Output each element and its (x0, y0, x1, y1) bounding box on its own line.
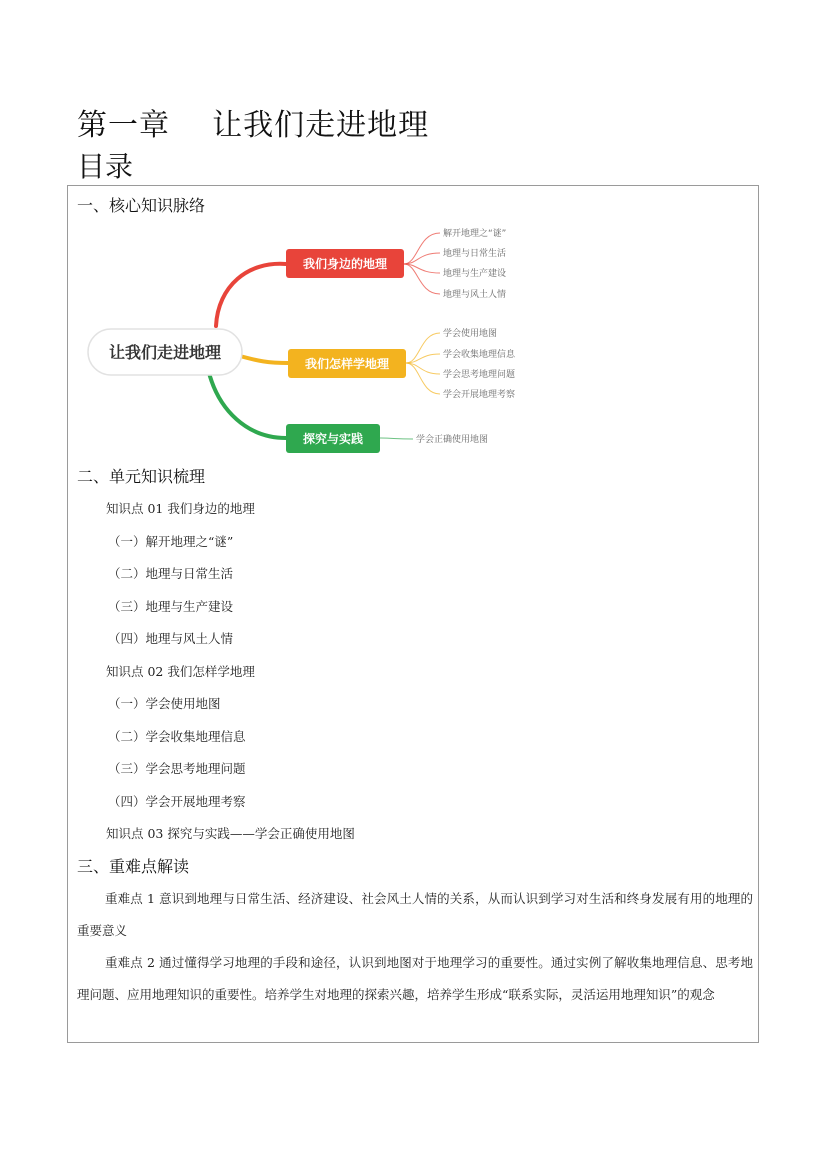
outline-item-8: （二）学会收集地理信息 (108, 729, 246, 744)
leaf-2-2: 学会收集地理信息 (443, 350, 516, 360)
leaf-3-1: 学会正确使用地图 (416, 435, 489, 445)
outline-item-1: 知识点 01 我们身边的地理 (106, 501, 255, 516)
leaf-connector-2-1 (406, 333, 440, 363)
toc-heading: 目录 (77, 150, 134, 183)
outline-item-10: （四）学会开展地理考察 (108, 794, 246, 809)
leaf-2-4: 学会开展地理考察 (443, 390, 516, 400)
connector-branch-3 (208, 369, 286, 438)
content-box (67, 185, 759, 1043)
leaf-connector-3-1 (380, 438, 413, 439)
leaf-connector-1-1 (404, 233, 440, 264)
leaf-1-3: 地理与生产建设 (443, 269, 507, 279)
leaf-1-4: 地理与风土人情 (443, 290, 507, 300)
mind-map (68, 216, 538, 456)
section-heading-2: 二、单元知识梳理 (77, 467, 206, 486)
outline-item-7: （一）学会使用地图 (108, 696, 221, 711)
outline-item-4: （三）地理与生产建设 (108, 599, 234, 614)
outline-item-2: （一）解开地理之“谜” (108, 534, 234, 549)
leaf-connector-2-4 (406, 363, 440, 394)
connector-branch-1 (216, 264, 286, 326)
leaf-2-1: 学会使用地图 (443, 329, 498, 339)
outline-item-5: （四）地理与风土人情 (108, 631, 234, 646)
leaf-1-1: 解开地理之“谜” (443, 229, 507, 239)
chapter-title: 第一章 让我们走进地理 (77, 108, 430, 143)
section-heading-1: 一、核心知识脉络 (77, 196, 206, 215)
branch-node-2-label: 我们怎样学地理 (304, 357, 390, 371)
connector-branch-2 (240, 356, 288, 363)
branch-node-1-label: 我们身边的地理 (302, 257, 388, 271)
leaf-2-3: 学会思考地理问题 (443, 370, 516, 380)
root-node-label: 让我们走进地理 (108, 343, 222, 362)
section-heading-3: 三、重难点解读 (77, 857, 190, 876)
leaf-1-2: 地理与日常生活 (443, 249, 507, 259)
branch-node-3-label: 探究与实践 (302, 432, 364, 446)
outline-item-9: （三）学会思考地理问题 (108, 761, 246, 776)
outline-item-11: 知识点 03 探究与实践——学会正确使用地图 (106, 826, 355, 841)
key-point-2: 重难点 2 通过懂得学习地理的手段和途径，认识到地图对于地理学习的重要性。通过实例了解收集地理信息、思考地理问题、应用地理知识的重要性。培养学生对地理的探索兴趣，培养学生形成“联系实际，灵活运用地理知识”的观念 (77, 955, 753, 1002)
leaf-connector-1-4 (404, 264, 440, 294)
key-point-1: 重难点 1 意识到地理与日常生活、经济建设、社会风土人情的关系，从而认识到学习对生活和终身发展有用的地理的重要意义 (77, 891, 753, 938)
outline-item-3: （二）地理与日常生活 (108, 566, 234, 581)
outline-item-6: 知识点 02 我们怎样学地理 (106, 664, 255, 679)
